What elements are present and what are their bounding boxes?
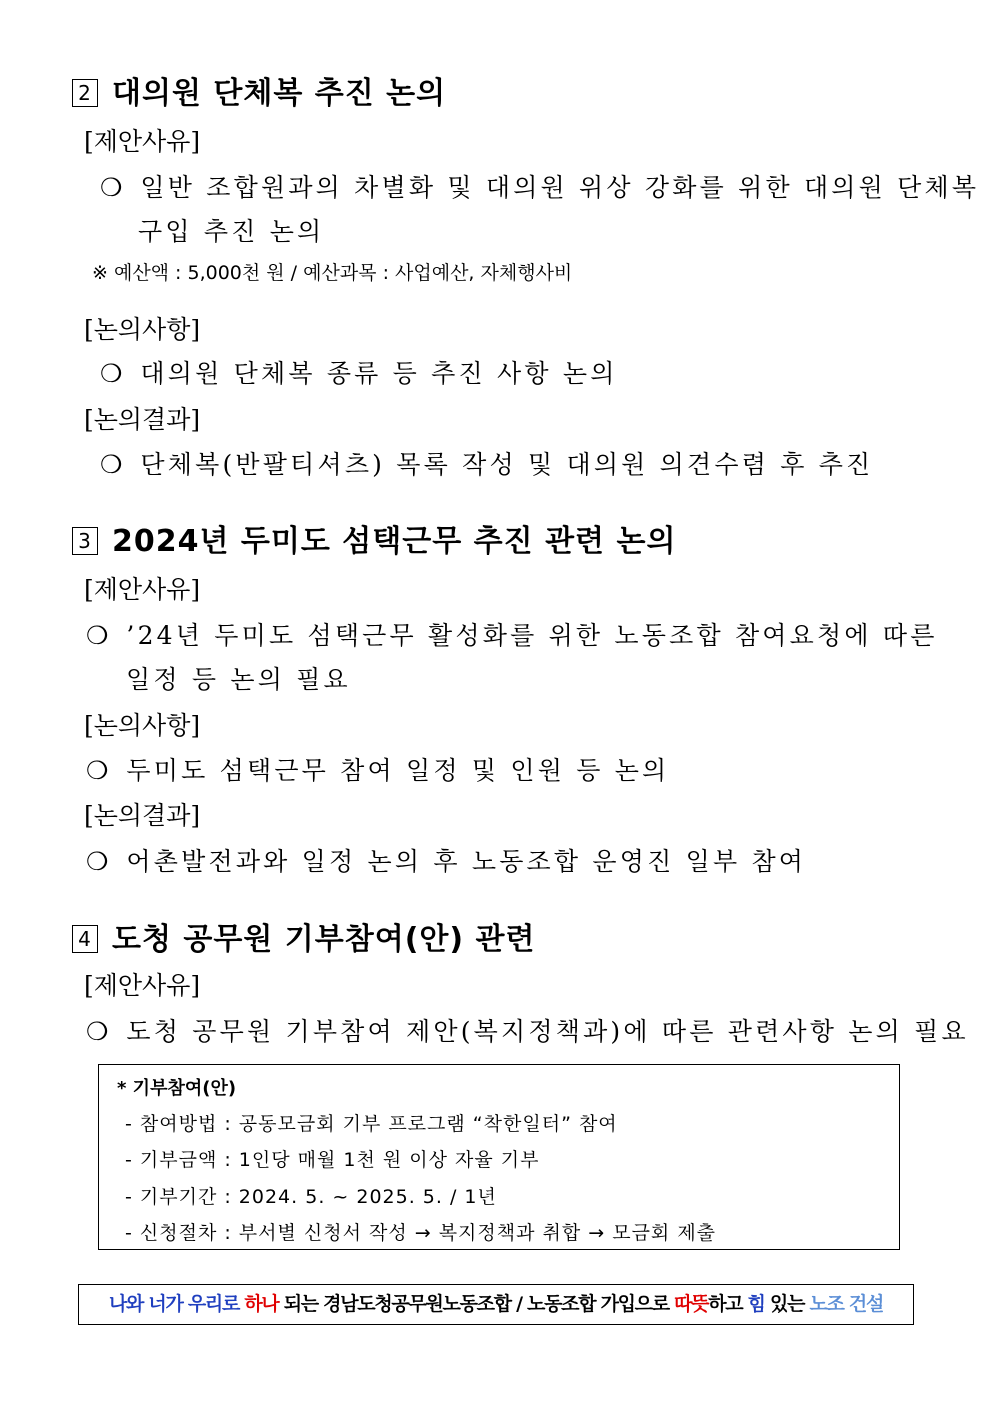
result-item bbox=[86, 842, 806, 878]
donation-procedure: - 신청절차 : 부서별 신청서 작성 → 복지정책과 취합 → 모금회 제출 bbox=[125, 1222, 717, 1244]
section-3-heading bbox=[72, 516, 676, 560]
proposal-label: [제안사유] bbox=[84, 971, 201, 1000]
slogan-segment-highlight: 노조 건설 bbox=[809, 1293, 883, 1315]
section-title: 2024년 두미도 섬택근무 추진 관련 논의 bbox=[112, 524, 677, 559]
section-title: 도청 공무원 기부참여(안) 관련 bbox=[112, 922, 536, 957]
discussion-label: [논의사항] bbox=[84, 711, 201, 740]
bullet-icon: ❍ bbox=[100, 450, 123, 479]
discussion-label: [논의사항] bbox=[84, 315, 201, 344]
slogan-segment-highlight: 힘 bbox=[747, 1293, 765, 1315]
proposal-label: [제안사유] bbox=[84, 127, 201, 156]
section-4-heading bbox=[72, 914, 536, 958]
proposal-continuation: 일정 등 논의 필요 bbox=[126, 665, 351, 694]
result-label: [논의결과] bbox=[84, 405, 201, 434]
donation-period: - 기부기간 : 2024. 5. ~ 2025. 5. / 1년 bbox=[125, 1186, 497, 1208]
discussion-text: 대의원 단체복 종류 등 추진 사항 논의 bbox=[140, 359, 618, 388]
proposal-text: 도청 공무원 기부참여 제안(복지정책과)에 따른 관련사항 논의 필요 bbox=[126, 1017, 969, 1046]
proposal-item bbox=[100, 168, 979, 204]
donation-method: - 참여방법 : 공동모금회 기부 프로그램 “착한일터” 참여 bbox=[125, 1113, 618, 1135]
union-slogan-footer bbox=[78, 1284, 914, 1325]
slogan-segment-highlight: 하나 bbox=[244, 1293, 279, 1315]
section-number-box: 3 bbox=[72, 527, 98, 555]
slogan-segment: 나와 너가 우리로 bbox=[109, 1293, 245, 1315]
proposal-item bbox=[86, 616, 938, 652]
proposal-text: ’24년 두미도 섬택근무 활성화를 위한 노동조합 참여요청에 따른 bbox=[126, 621, 938, 650]
discussion-item bbox=[100, 354, 618, 390]
proposal-item bbox=[86, 1012, 969, 1048]
proposal-continuation: 구입 추진 논의 bbox=[138, 217, 325, 246]
slogan-segment: 하고 bbox=[708, 1293, 748, 1315]
donation-amount: - 기부금액 : 1인당 매월 1천 원 이상 자율 기부 bbox=[125, 1149, 540, 1171]
discussion-item bbox=[86, 751, 669, 787]
donation-plan-box bbox=[98, 1064, 900, 1250]
result-label: [논의결과] bbox=[84, 801, 201, 830]
bullet-icon: ❍ bbox=[86, 847, 109, 876]
bullet-icon: ❍ bbox=[86, 756, 109, 785]
slogan-segment: 되는 경남도청공무원노동조합 / 노동조합 가입으로 bbox=[278, 1293, 675, 1315]
donation-box-title: * 기부참여(안) bbox=[117, 1078, 237, 1099]
slogan-segment-highlight: 따뜻 bbox=[674, 1293, 709, 1315]
section-title: 대의원 단체복 추진 논의 bbox=[112, 76, 447, 111]
bullet-icon: ❍ bbox=[100, 173, 123, 202]
bullet-icon: ❍ bbox=[86, 1017, 109, 1046]
result-item bbox=[100, 445, 873, 481]
section-number-box: 2 bbox=[72, 79, 98, 107]
discussion-text: 두미도 섬택근무 참여 일정 및 인원 등 논의 bbox=[126, 756, 670, 785]
proposal-text: 일반 조합원과의 차별화 및 대의원 위상 강화를 위한 대의원 단체복 bbox=[140, 173, 980, 202]
bullet-icon: ❍ bbox=[100, 359, 123, 388]
slogan-segment: 있는 bbox=[764, 1293, 810, 1315]
section-2-heading bbox=[72, 68, 446, 112]
result-text: 단체복(반팔티셔츠) 목록 작성 및 대의원 의견수렴 후 추진 bbox=[140, 450, 874, 479]
budget-note: ※ 예산액 : 5,000천 원 / 예산과목 : 사업예산, 자체행사비 bbox=[92, 262, 573, 284]
result-text: 어촌발전과와 일정 논의 후 노동조합 운영진 일부 참여 bbox=[126, 847, 807, 876]
proposal-label: [제안사유] bbox=[84, 575, 201, 604]
section-number-box: 4 bbox=[72, 925, 98, 953]
bullet-icon: ❍ bbox=[86, 621, 109, 650]
